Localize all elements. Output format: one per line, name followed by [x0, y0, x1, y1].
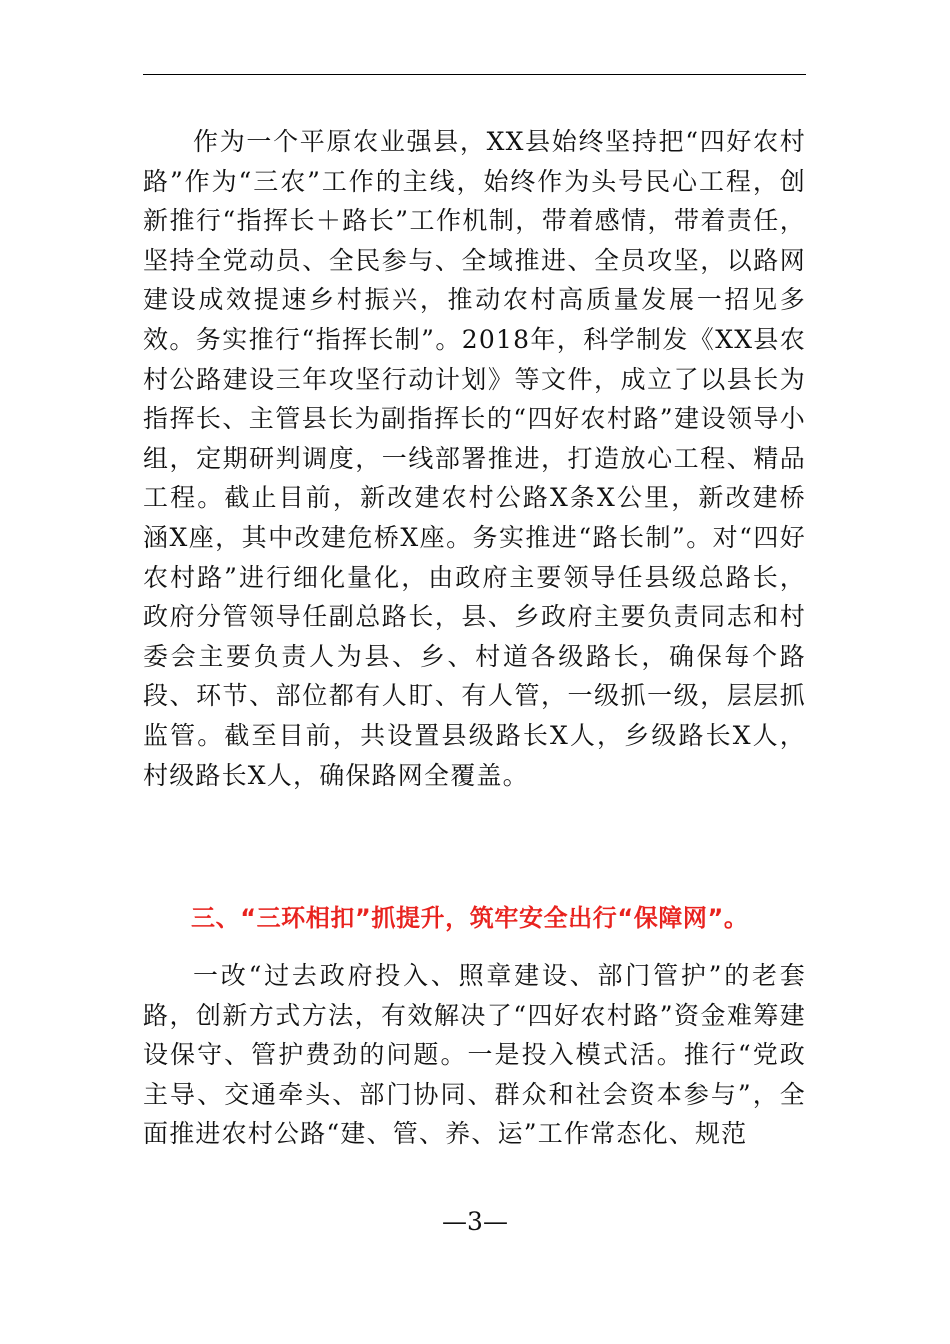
- page-number: —3—: [442, 1207, 508, 1236]
- body-paragraph: 一改“过去政府投入、照章建设、部门管护”的老套路，创新方式方法，有效解决了“四好农村路”资金难筹建设保守、管护费劲的问题。一是投入模式活。推行“党政主导、交通牵头、部门协同、群众和社会资本参与”，全面推进农村公路“建、管、养、运”工作常态化、规范: [143, 961, 806, 1149]
- header-rule: [143, 74, 806, 75]
- section-heading: 三、“三环相扣”抓提升，筑牢安全出行“保障网”。: [191, 904, 749, 932]
- body-paragraph: 作为一个平原农业强县，XX县始终坚持把“四好农村路”作为“三农”工作的主线，始终作为头号民心工程，创新推行“指挥长＋路长”工作机制，带着感情，带着责任，坚持全党动员、全民参与、全域推进、全员攻坚，以路网建设成效提速乡村振兴，推动农村高质量发展一招见多效。务实推行“指挥长制”。2018年，科学制发《XX县农村公路建设三年攻坚行动计划》等文件，成立了以县长为指挥长、主管县长为副指挥长的“四好农村路”建设领导小组，定期研判调度，一线部署推进，打造放心工程、精品工程。截止目前，新改建农村公路X条X公里，新改建桥涵X座，其中改建危桥X座。务实推进“路长制”。对“四好农村路”进行细化量化，由政府主要领导任县级总路长，政府分管领导任副总路长，县、乡政府主要负责同志和村委会主要负责人为县、乡、村道各级路长，确保每个路段、环节、部位都有人盯、有人管，一级抓一级，层层抓监管。截至目前，共设置县级路长X人，乡级路长X人，村级路长X人，确保路网全覆盖。: [143, 127, 806, 790]
